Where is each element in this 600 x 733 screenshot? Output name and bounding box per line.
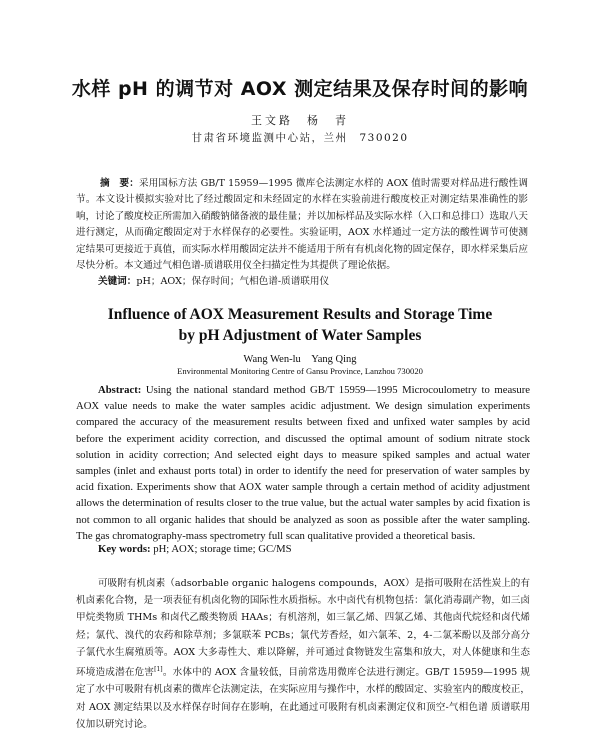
body-text-part1: 可吸附有机卤素（adsorbable organic halogens compounds，AOX）是指可吸附在活性炭上的有机卤素化合物，是一项表征有机卤化物的国际性水质指标。水中卤代有机物包括：氯化消毒副产物，如三卤甲烷类物质 THMs 和卤代乙酸类物质 HAAs；有机溶剂，如三氯乙烯、四氯乙烯、其他卤代烷烃和卤代烯烃；氯代、溴代的农药和除草剂；多氯联苯 PCBs；氯代芳香烃，如六氯苯、2，4-二氯苯酚以及部分高分子氯代水生腐殖质等。AOX 大多毒性大、难以降解，并可通过食物链发生富集和放大，对人体健康和生态环境造成潜在危害 (76, 578, 530, 679)
abstract-en-label: Abstract: (98, 384, 142, 396)
keywords-cn (98, 273, 528, 287)
affiliation-cn: 甘肃省环境监测中心站，兰州 730020 (191, 132, 409, 144)
citation-ref[interactable]: [1] (154, 666, 163, 674)
body-paragraph-cn (76, 575, 530, 733)
authors-en: Wang Wen-lu Yang Qing (243, 354, 357, 365)
abstract-cn-label: 摘 要： (100, 178, 139, 189)
abstract-en (76, 382, 530, 544)
keywords-cn-text: pH；AOX；保存时间；气相色谱-质谱联用仪 (136, 276, 330, 287)
title-en-line2: by pH Adjustment of Water Samples (178, 327, 422, 344)
affiliation-en: Environmental Monitoring Centre of Gansu Province, Lanzhou 730020 (177, 366, 423, 376)
keywords-cn-label: 关键词： (98, 276, 137, 287)
authors-cn: 王文路 杨 青 (251, 114, 349, 127)
keywords-en (98, 543, 528, 555)
keywords-en-label: Key words: (98, 543, 151, 555)
title-cn: 水样 pH 的调节对 AOX 测定结果及保存时间的影响 (71, 78, 529, 100)
title-en-line1: Influence of AOX Measurement Results and Storage Time (107, 306, 493, 323)
abstract-en-text: Using the national standard method GB/T 15959—1995 Microcoulometry to measure AOX value needs to make the water samples acidic adjustment. We design simulation experiments compared the accuracy of the measurement results between fixed and unfixed water samples by acid before the experiment acidity correction, and discussed the optimal amount of sodium nitrate stock solution in acidity correction; And selected eight days to measure spiked samples and actual water samples (inlet and exhaust ports total) in order to identify the need for preservation of water samples by acid fixation. Experiments show that AOX water sample through a certain method of acidity adjustment allows the determination of results closer to the true value, but the actual water samples by acid fixation is not common to all organic halides that should be analyzed as soon as possible after the water sampling. The gas chromatography-mass spectrometry full scan qualitative provided a theoretical basis. (76, 384, 530, 542)
keywords-en-text: pH; AOX; storage time; GC/MS (153, 543, 292, 555)
abstract-cn-text: 采用国标方法 GB/T 15959—1995 微库仑法测定水样的 AOX 值时需要对样品进行酸性调节。本文设计模拟实验对比了经过酸固定和未经固定的水样在实验前进行酸度校正对测定结果准确性的影响，讨论了酸度校正所需加入硝酸钠储备液的最佳量；并以加标样品及实际水样（入口和总排口）选取八天进行测定，从而确定酸固定对于水样保存的必要性。实验证明，AOX 水样通过一定方法的酸性调节可使测定结果可更接近于真值，而实际水样用酸固定法并不能适用于所有有机卤化物的固定保存，即水样采集后应尽快分析。本文通过气相色谱-质谱联用仪全扫描定性为其提供了理论依据。 (76, 178, 529, 272)
body-text-part2: 。水体中的 AOX 含量较低，目前常选用微库仑法进行测定。GB/T 15959—1995 规定了水中可吸附有机卤素的微库仑法测定法，在实际应用与操作中，水样的酸固定、实验室内的酸度校正，对 AOX 测定结果以及水样保存时间存在影响，在此通过可吸附有机卤素测定仪和顶空-气相色谱 质谱联用仪加以研究讨论。 (76, 667, 531, 730)
abstract-cn (76, 176, 528, 274)
